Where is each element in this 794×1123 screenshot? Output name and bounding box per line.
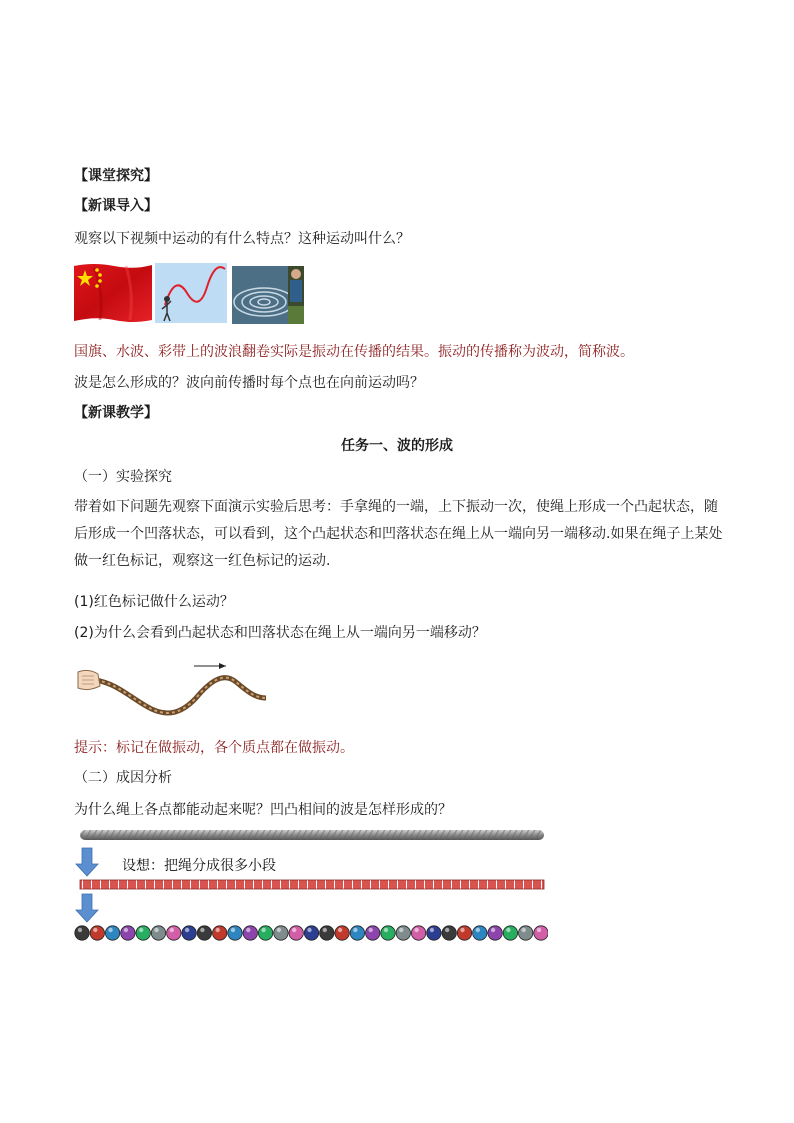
experiment-description: 带着如下问题先观察下面演示实验后思考：手拿绳的一端，上下振动一次，使绳上形成一个凸起状态，随后形成一个凹落状态，可以看到，这个凸起状态和凹落状态在绳上从一端向另一端移动.如果在绳子上某处做一红色标记，观察这一红色标记的运动. bbox=[74, 499, 723, 569]
bead bbox=[75, 926, 89, 940]
bead bbox=[228, 926, 242, 940]
bead bbox=[457, 926, 471, 940]
bead bbox=[396, 926, 410, 940]
bead bbox=[366, 926, 380, 940]
water-ripple-image bbox=[232, 266, 304, 324]
bead bbox=[320, 926, 334, 940]
bead bbox=[151, 926, 165, 940]
bead bbox=[381, 926, 395, 940]
bead bbox=[350, 926, 364, 940]
section-header-classroom-explore: 【课堂探究】 bbox=[74, 168, 158, 184]
question-1: (1)红色标记做什么运动？ bbox=[74, 594, 234, 610]
subsection-experiment: （一）实验探究 bbox=[74, 469, 172, 485]
bead bbox=[182, 926, 196, 940]
bead bbox=[473, 926, 487, 940]
bead bbox=[442, 926, 456, 940]
bead bbox=[197, 926, 211, 940]
task-title: 任务一、波的形成 bbox=[341, 438, 453, 454]
bead bbox=[213, 926, 227, 940]
segment-idea-label: 设想：把绳分成很多小段 bbox=[122, 858, 276, 874]
rope-wave-diagram bbox=[76, 658, 271, 720]
bead bbox=[258, 926, 272, 940]
bead bbox=[335, 926, 349, 940]
bead bbox=[503, 926, 517, 940]
bead bbox=[167, 926, 181, 940]
question-2: (2)为什么会看到凸起状态和凹落状态在绳上从一端向另一端移动？ bbox=[74, 625, 486, 641]
bead bbox=[304, 926, 318, 940]
bead bbox=[488, 926, 502, 940]
hint-text: 提示：标记在做振动，各个质点都在做振动。 bbox=[74, 740, 354, 756]
intro-question: 观察以下视频中运动的有什么特点？这种运动叫什么？ bbox=[74, 231, 410, 247]
intro-answer: 国旗、水波、彩带上的波浪翻卷实际是振动在传播的结果。振动的传播称为波动，简称波。 bbox=[74, 344, 634, 360]
bead bbox=[105, 926, 119, 940]
bead bbox=[136, 926, 150, 940]
section-header-new-lesson: 【新课教学】 bbox=[74, 405, 158, 421]
bead bbox=[121, 926, 135, 940]
subsection-cause-analysis: （二）成因分析 bbox=[74, 770, 172, 786]
bead bbox=[90, 926, 104, 940]
bead bbox=[427, 926, 441, 940]
bead bbox=[534, 926, 548, 940]
flag-image bbox=[74, 262, 152, 324]
analysis-question: 为什么绳上各点都能动起来呢？凹凸相间的波是怎样形成的？ bbox=[74, 802, 452, 818]
question-wave-formation: 波是怎么形成的？波向前传播时每个点也在向前运动吗？ bbox=[74, 375, 424, 391]
down-arrow-1 bbox=[76, 848, 98, 876]
bead bbox=[274, 926, 288, 940]
bead bbox=[243, 926, 257, 940]
bead bbox=[519, 926, 533, 940]
ribbon-dancer-image bbox=[155, 263, 227, 323]
section-header-new-lesson-intro: 【新课导入】 bbox=[74, 198, 158, 214]
bead bbox=[411, 926, 425, 940]
rope-segmentation-diagram bbox=[74, 828, 548, 944]
bead bbox=[289, 926, 303, 940]
down-arrow-2 bbox=[76, 894, 98, 922]
